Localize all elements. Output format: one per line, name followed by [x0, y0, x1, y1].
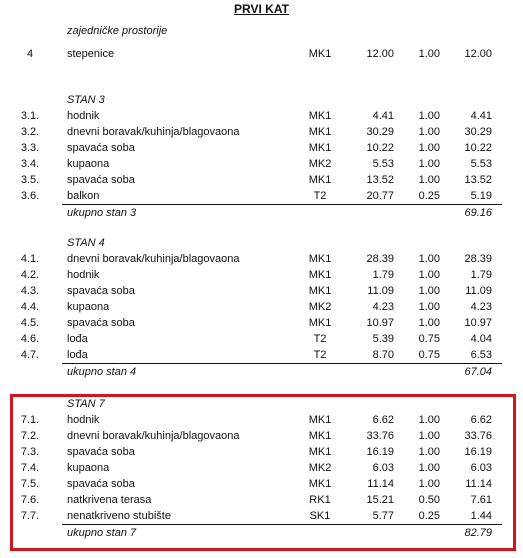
table-row: 4.2. hodnik MK1 1.79 1.00 1.79 — [20, 269, 492, 281]
section-header-stan4: STAN 4 — [67, 237, 105, 249]
table-row: 7.5. spavaća soba MK1 11.14 1.00 11.14 — [20, 478, 492, 490]
table-row: 3.5. spavaća soba MK1 13.52 1.00 13.52 — [20, 174, 492, 186]
table-row: 7.2. dnevni boravak/kuhinja/blagovaona MK1 33.76 1.00 33.76 — [20, 430, 492, 442]
table-row: 4.7. lođa T2 8.70 0.75 6.53 — [20, 349, 492, 361]
table-row: 3.2. dnevni boravak/kuhinja/blagovaona MK1 30.29 1.00 30.29 — [20, 126, 492, 138]
table-row: 4.4. kupaona MK2 4.23 1.00 4.23 — [20, 301, 492, 313]
table-row: 4.6. lođa T2 5.39 0.75 4.04 — [20, 333, 492, 345]
section-header-common: zajedničke prostorije — [67, 25, 168, 37]
table-row: 7.4. kupaona MK2 6.03 1.00 6.03 — [20, 462, 492, 474]
total-row-stan4: ukupno stan 4 67.04 — [67, 366, 492, 378]
table-row: 4.1. dnevni boravak/kuhinja/blagovaona MK1 28.39 1.00 28.39 — [20, 253, 492, 265]
table-row: 3.4. kupaona MK2 5.53 1.00 5.53 — [20, 158, 492, 170]
table-row: 3.3. spavaća soba MK1 10.22 1.00 10.22 — [20, 142, 492, 154]
table-row: 7.6. natkrivena terasa RK1 15.21 0.50 7.61 — [20, 494, 492, 506]
total-row-stan3: ukupno stan 3 69.16 — [67, 207, 492, 219]
table-row: 4.3. spavaća soba MK1 11.09 1.00 11.09 — [20, 285, 492, 297]
table-row: 4.5. spavaća soba MK1 10.97 1.00 10.97 — [20, 317, 492, 329]
table-row: 3.6. balkon T2 20.77 0.25 5.19 — [20, 190, 492, 202]
section-header-stan3: STAN 3 — [67, 94, 105, 106]
table-row: 7.7. nenatkriveno stubište SK1 5.77 0.25 1.44 — [20, 510, 492, 522]
section-header-stan7: STAN 7 — [67, 398, 105, 410]
total-row-stan7: ukupno stan 7 82.79 — [67, 527, 492, 539]
table-row: 7.3. spavaća soba MK1 16.19 1.00 16.19 — [20, 446, 492, 458]
table-row: 4 stepenice MK1 12.00 1.00 12.00 — [26, 48, 492, 60]
page-title: PRVI KAT — [234, 2, 289, 16]
table-row: 3.1. hodnik MK1 4.41 1.00 4.41 — [20, 110, 492, 122]
table-row: 7.1. hodnik MK1 6.62 1.00 6.62 — [20, 414, 492, 426]
